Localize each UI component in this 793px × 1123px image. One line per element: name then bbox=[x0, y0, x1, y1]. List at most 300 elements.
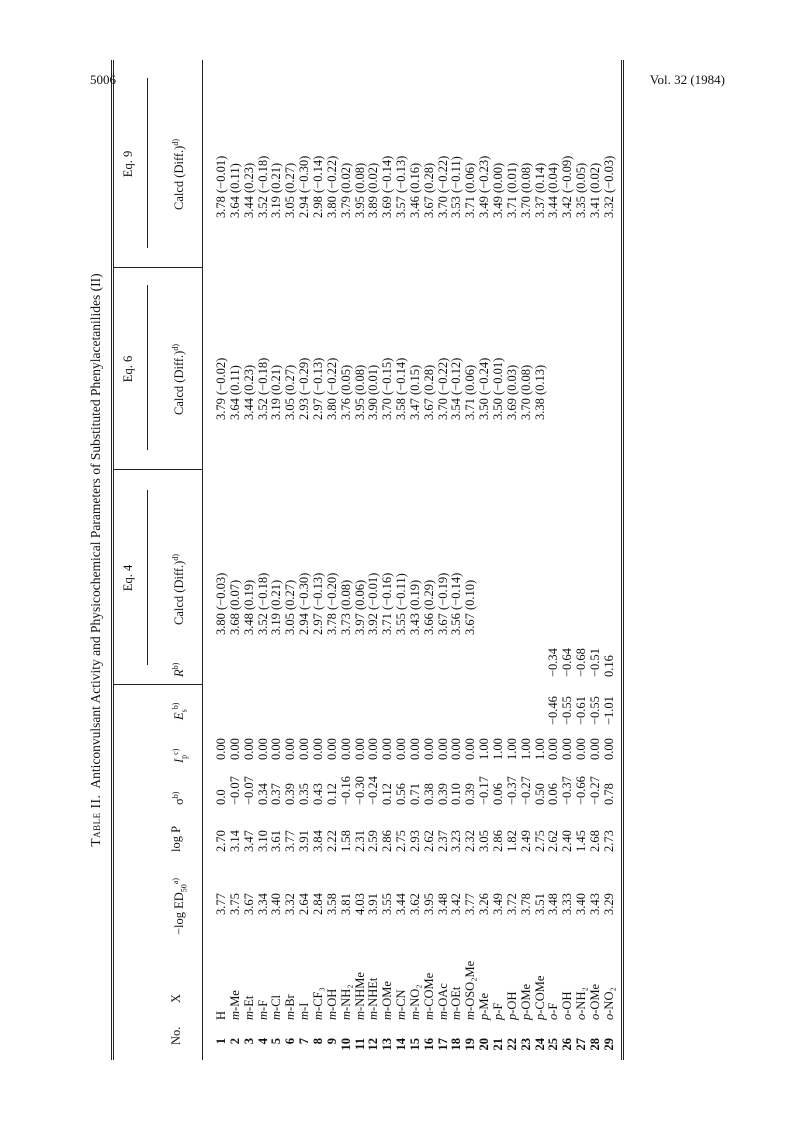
cell-no: 11 bbox=[352, 1038, 367, 1050]
cell-ip: 0.00 bbox=[394, 738, 409, 760]
cell-sigma: 0.38 bbox=[421, 783, 436, 805]
cell-no: 17 bbox=[435, 1038, 450, 1051]
cell-eq4: 3.73 (0.08) bbox=[338, 579, 353, 635]
cell-eq4: 2.94 (−0.30) bbox=[297, 572, 312, 635]
cell-logp: 2.49 bbox=[518, 830, 533, 852]
cell-sigma: 0.50 bbox=[532, 783, 547, 805]
journal-volume: Vol. 32 (1984) bbox=[649, 72, 725, 87]
cell-sigma: 0.10 bbox=[449, 783, 464, 805]
bottom-rule bbox=[621, 60, 624, 1060]
cell-ip: 0.00 bbox=[546, 738, 561, 760]
col-header-es-sup: b) bbox=[171, 702, 180, 710]
cell-es: −0.46 bbox=[546, 696, 561, 725]
cell-ip: 0.00 bbox=[324, 738, 339, 760]
cell-logp: 2.62 bbox=[546, 830, 561, 852]
cell-eq9: 3.71 (0.01) bbox=[504, 162, 519, 218]
cell-ip: 1.00 bbox=[504, 738, 519, 760]
cell-ed: 3.40 bbox=[574, 893, 589, 915]
cell-ip: 0.00 bbox=[380, 738, 395, 760]
cell-no: 25 bbox=[546, 1038, 561, 1051]
cell-ip: 0.00 bbox=[269, 738, 284, 760]
cell-ed: 3.72 bbox=[504, 893, 519, 915]
cell-x: m-OMe bbox=[380, 981, 395, 1020]
cell-sigma: 0.35 bbox=[297, 783, 312, 805]
cell-logp: 3.91 bbox=[297, 830, 312, 852]
col-header-es-text: E bbox=[172, 712, 187, 720]
cell-ip: 0.00 bbox=[366, 738, 381, 760]
cell-x: o-F bbox=[546, 1002, 561, 1020]
cell-ed: 3.32 bbox=[283, 893, 298, 915]
cell-eq9: 3.80 (−0.22) bbox=[324, 155, 339, 218]
cell-logp: 3.77 bbox=[283, 830, 298, 852]
cell-r: −0.64 bbox=[560, 648, 575, 677]
cell-eq6: 3.44 (0.23) bbox=[241, 364, 256, 420]
cell-no: 2 bbox=[227, 1038, 242, 1045]
cell-eq9: 3.46 (0.16) bbox=[407, 162, 422, 218]
cell-ed: 4.03 bbox=[352, 893, 367, 915]
cell-sigma: 0.34 bbox=[255, 783, 270, 805]
cell-eq6: 3.70 (0.08) bbox=[518, 364, 533, 420]
col-header-eq9-calcd bbox=[169, 139, 186, 210]
cell-logp: 2.22 bbox=[324, 830, 339, 852]
cell-ip: 1.00 bbox=[518, 738, 533, 760]
cell-eq9: 3.64 (0.11) bbox=[227, 163, 242, 218]
group-header-eq6: Eq. 6 bbox=[121, 355, 135, 383]
cell-x: o-NO₂ bbox=[601, 987, 616, 1020]
table-label: Table II. bbox=[88, 794, 103, 847]
cell-ed: 3.55 bbox=[380, 893, 395, 915]
cell-eq9: 3.35 (0.05) bbox=[574, 162, 589, 218]
cell-sigma: −0.37 bbox=[560, 776, 575, 805]
cell-eq6: 3.70 (−0.15) bbox=[380, 357, 395, 420]
cell-eq4: 3.80 (−0.03) bbox=[214, 572, 228, 635]
cell-eq6: 3.90 (0.01) bbox=[366, 364, 381, 420]
cell-ed: 3.44 bbox=[394, 893, 409, 915]
cell-ed: 3.62 bbox=[407, 893, 422, 915]
cell-logp: 2.37 bbox=[435, 830, 450, 852]
cell-eq9: 2.94 (−0.30) bbox=[297, 155, 312, 218]
header-separator bbox=[114, 684, 202, 685]
cell-no: 4 bbox=[255, 1038, 270, 1045]
header-separator bbox=[114, 469, 202, 470]
group-header-eq4: Eq. 4 bbox=[121, 564, 135, 592]
cell-eq6: 3.50 (−0.24) bbox=[477, 357, 492, 420]
cell-eq9: 3.52 (−0.18) bbox=[255, 155, 270, 218]
col-header-logED50 bbox=[169, 878, 192, 935]
cell-sigma: 0.0 bbox=[214, 789, 228, 805]
table-title: Anticonvulsant Activity and Physicochemical Parameters of Substituted Phenylacetanilides (II) bbox=[88, 273, 103, 789]
cell-eq4: 3.52 (−0.18) bbox=[255, 572, 270, 635]
cell-eq6: 3.64 (0.11) bbox=[227, 365, 242, 420]
cell-x: m-NHMe bbox=[352, 972, 367, 1020]
cell-ed: 3.75 bbox=[227, 893, 242, 915]
cell-eq4: 3.97 (0.06) bbox=[352, 579, 367, 635]
cell-x: m-CF₃ bbox=[310, 987, 325, 1020]
cell-logp: 3.10 bbox=[255, 830, 270, 852]
cell-x: p-COMe bbox=[532, 975, 547, 1020]
col-header-x: X bbox=[169, 993, 183, 1003]
cell-ip: 0.00 bbox=[463, 738, 478, 760]
cell-ed: 3.40 bbox=[269, 893, 284, 915]
cell-eq9: 3.41 (0.02) bbox=[587, 162, 602, 218]
cell-ip: 1.00 bbox=[532, 738, 547, 760]
col-header-ip bbox=[169, 749, 192, 763]
cell-logp: 2.59 bbox=[366, 830, 381, 852]
cell-no: 28 bbox=[587, 1038, 602, 1051]
cell-x: o-NH₂ bbox=[574, 987, 589, 1020]
cell-x: m-OEt bbox=[449, 986, 464, 1020]
cell-sigma: 0.39 bbox=[435, 783, 450, 805]
cell-sigma: 0.12 bbox=[324, 783, 339, 805]
cell-logp: 1.58 bbox=[338, 830, 353, 852]
cell-ed: 3.58 bbox=[324, 893, 339, 915]
cell-x: m-Cl bbox=[269, 994, 284, 1020]
cell-ip: 0.00 bbox=[227, 738, 242, 760]
cell-eq4: 2.97 (−0.13) bbox=[310, 572, 325, 635]
cell-ip: 1.00 bbox=[491, 738, 505, 760]
cell-es: −1.01 bbox=[601, 696, 616, 725]
cell-ip: 0.00 bbox=[255, 738, 270, 760]
cell-eq9: 3.44 (0.04) bbox=[546, 162, 561, 218]
cell-ed: 3.26 bbox=[477, 893, 492, 915]
cell-no: 29 bbox=[601, 1038, 616, 1051]
cell-ip: 0.00 bbox=[283, 738, 298, 760]
cell-logp: 2.32 bbox=[463, 830, 478, 852]
cell-ed: 3.29 bbox=[601, 893, 616, 915]
cell-eq6: 3.50 (−0.01) bbox=[491, 357, 505, 420]
cell-eq4: 3.19 (0.21) bbox=[269, 579, 284, 635]
cell-eq9: 3.79 (0.02) bbox=[338, 162, 353, 218]
cell-ed: 3.43 bbox=[587, 893, 602, 915]
cell-eq9: 3.70 (−0.22) bbox=[435, 155, 450, 218]
cell-x: m-NHEt bbox=[366, 977, 381, 1020]
cell-eq6: 2.97 (−0.13) bbox=[310, 357, 325, 420]
cell-sigma: −0.66 bbox=[574, 776, 589, 805]
cell-ip: 0.00 bbox=[297, 738, 312, 760]
cell-logp: 2.86 bbox=[491, 830, 505, 852]
cell-eq4: 3.48 (0.19) bbox=[241, 579, 256, 635]
cell-ed: 3.33 bbox=[560, 893, 575, 915]
cell-eq4: 3.56 (−0.14) bbox=[449, 572, 464, 635]
cell-no: 26 bbox=[560, 1038, 575, 1051]
cell-eq9: 3.71 (0.06) bbox=[463, 162, 478, 218]
cell-no: 16 bbox=[421, 1038, 436, 1051]
cell-no: 27 bbox=[574, 1038, 589, 1051]
cell-eq9: 3.37 (0.14) bbox=[532, 162, 547, 218]
col-header-eq4-calcd bbox=[169, 554, 186, 625]
cell-eq6: 3.70 (−0.22) bbox=[435, 357, 450, 420]
col-header-r-text: R bbox=[172, 669, 187, 677]
cell-x: p-Me bbox=[477, 992, 492, 1020]
cell-logp: 3.84 bbox=[310, 830, 325, 852]
cell-ip: 0.00 bbox=[214, 738, 228, 760]
cell-eq6: 3.52 (−0.18) bbox=[255, 357, 270, 420]
col-header-eq6-calcd-sup: d) bbox=[171, 343, 180, 351]
col-header-eq9-calcd-sup: d) bbox=[171, 138, 180, 146]
cell-ip: 0.00 bbox=[421, 738, 436, 760]
cell-x: p-OH bbox=[504, 991, 519, 1020]
cell-no: 7 bbox=[297, 1038, 312, 1045]
cell-x: m-OH bbox=[324, 988, 339, 1020]
col-header-es bbox=[169, 703, 192, 720]
cell-eq6: 3.19 (0.21) bbox=[269, 364, 284, 420]
cell-x: m-Me bbox=[227, 990, 242, 1020]
cell-logp: 3.14 bbox=[227, 830, 242, 852]
cell-x: m-OAc bbox=[435, 983, 450, 1020]
cell-no: 12 bbox=[366, 1038, 381, 1051]
cell-eq6: 3.71 (0.06) bbox=[463, 364, 478, 420]
cell-no: 3 bbox=[241, 1038, 256, 1045]
cell-logp: 2.31 bbox=[352, 830, 367, 852]
cell-ip: 0.00 bbox=[352, 738, 367, 760]
cell-sigma: −0.16 bbox=[338, 776, 353, 805]
cell-no: 20 bbox=[477, 1038, 492, 1051]
cell-ed: 3.49 bbox=[491, 893, 505, 915]
cell-no: 6 bbox=[283, 1038, 298, 1045]
cell-eq4: 3.67 (−0.19) bbox=[435, 572, 450, 635]
cell-no: 24 bbox=[532, 1038, 547, 1051]
cell-eq9: 3.70 (0.08) bbox=[518, 162, 533, 218]
cell-eq9: 3.49 (−0.23) bbox=[477, 155, 492, 218]
cell-eq9: 3.95 (0.08) bbox=[352, 162, 367, 218]
cell-logp: 1.82 bbox=[504, 830, 519, 852]
cell-eq6: 3.47 (0.15) bbox=[407, 364, 422, 420]
cell-sigma: 0.06 bbox=[491, 783, 505, 805]
cell-ip: 0.00 bbox=[407, 738, 422, 760]
col-header-sigma-sup: b) bbox=[171, 791, 180, 799]
cell-x: m-NO₂ bbox=[407, 984, 422, 1020]
cell-ed: 3.34 bbox=[255, 893, 270, 915]
cell-r: 0.16 bbox=[601, 655, 616, 677]
col-header-ip-sup: c) bbox=[171, 748, 180, 755]
header-separator bbox=[114, 267, 202, 268]
cell-sigma: −0.17 bbox=[477, 776, 492, 805]
cell-logp: 3.23 bbox=[449, 830, 464, 852]
cell-eq9: 3.69 (−0.14) bbox=[380, 155, 395, 218]
cell-logp: 3.47 bbox=[241, 830, 256, 852]
cell-ed: 2.64 bbox=[297, 893, 312, 915]
cell-es: −0.55 bbox=[587, 696, 602, 725]
cell-no: 9 bbox=[324, 1038, 339, 1045]
col-header-eq6-calcd-text: Calcd (Diff.) bbox=[172, 350, 187, 415]
cell-eq9: 3.05 (0.27) bbox=[283, 162, 298, 218]
col-header-r-sup: b) bbox=[171, 662, 180, 670]
col-header-ip-text: I bbox=[172, 758, 187, 763]
cell-ip: 0.00 bbox=[338, 738, 353, 760]
cell-ed: 3.95 bbox=[421, 893, 436, 915]
cell-ed: 3.48 bbox=[546, 893, 561, 915]
col-header-eq9-calcd-text: Calcd (Diff.) bbox=[172, 145, 187, 210]
cell-eq9: 3.57 (−0.13) bbox=[394, 155, 409, 218]
cell-sigma: −0.24 bbox=[366, 776, 381, 805]
cell-logp: 2.70 bbox=[214, 830, 228, 852]
col-header-no: No. bbox=[169, 1026, 183, 1045]
cell-eq6: 3.80 (−0.22) bbox=[324, 357, 339, 420]
cell-sigma: 0.37 bbox=[269, 783, 284, 805]
cell-eq6: 3.69 (0.03) bbox=[504, 364, 519, 420]
cell-eq6: 3.67 (0.28) bbox=[421, 364, 436, 420]
cell-eq9: 2.98 (−0.14) bbox=[310, 155, 325, 218]
cell-eq4: 3.68 (0.07) bbox=[227, 579, 242, 635]
col-header-sigma-text: σ bbox=[172, 798, 187, 805]
cell-x: m-Br bbox=[283, 994, 298, 1020]
cell-sigma: 0.56 bbox=[394, 783, 409, 805]
cell-sigma: −0.07 bbox=[241, 776, 256, 805]
cell-x: o-OH bbox=[560, 991, 575, 1020]
cell-sigma: 0.39 bbox=[463, 783, 478, 805]
cell-no: 8 bbox=[310, 1038, 325, 1045]
cell-ed: 2.84 bbox=[310, 893, 325, 915]
page-number: 5006 bbox=[90, 72, 116, 87]
cell-eq6: 3.05 (0.27) bbox=[283, 364, 298, 420]
cell-r: −0.68 bbox=[574, 648, 589, 677]
col-header-eq4-calcd-sup: d) bbox=[171, 553, 180, 561]
top-rule bbox=[111, 60, 114, 1060]
cell-logp: 2.75 bbox=[532, 830, 547, 852]
col-header-logP: log P bbox=[169, 825, 183, 852]
cell-no: 5 bbox=[269, 1038, 284, 1045]
cell-es: −0.61 bbox=[574, 696, 589, 725]
group-rule-eq6 bbox=[147, 285, 148, 450]
col-header-es-sub: s bbox=[179, 709, 189, 713]
cell-eq9: 3.49 (0.00) bbox=[491, 162, 505, 218]
cell-logp: 2.86 bbox=[380, 830, 395, 852]
cell-no: 15 bbox=[407, 1038, 422, 1051]
col-header-ip-sub: p bbox=[179, 754, 189, 759]
cell-ed: 3.81 bbox=[338, 893, 353, 915]
cell-x: H bbox=[214, 1010, 228, 1020]
cell-eq4: 3.55 (−0.11) bbox=[394, 573, 409, 635]
cell-eq9: 3.67 (0.28) bbox=[421, 162, 436, 218]
cell-ip: 0.00 bbox=[587, 738, 602, 760]
cell-x: m-COMe bbox=[421, 972, 436, 1020]
cell-no: 21 bbox=[491, 1038, 505, 1051]
cell-eq9: 3.44 (0.23) bbox=[241, 162, 256, 218]
col-header-logED50-sup: a) bbox=[171, 877, 180, 885]
col-header-logED50-sub: 50 bbox=[179, 884, 189, 893]
cell-x: p-F bbox=[491, 1002, 505, 1020]
col-header-r bbox=[169, 663, 186, 677]
cell-sigma: −0.27 bbox=[518, 776, 533, 805]
cell-x: p-OMe bbox=[518, 983, 533, 1020]
cell-ed: 3.67 bbox=[241, 893, 256, 915]
cell-sigma: −0.30 bbox=[352, 776, 367, 805]
cell-r: −0.51 bbox=[587, 648, 602, 677]
cell-eq9: 3.78 (−0.01) bbox=[214, 155, 228, 218]
table-caption bbox=[89, 60, 103, 1060]
cell-x: m-CN bbox=[394, 989, 409, 1020]
cell-ed: 3.91 bbox=[366, 893, 381, 915]
cell-x: m-NH₂ bbox=[338, 984, 353, 1020]
cell-r: −0.34 bbox=[546, 648, 561, 677]
cell-es: −0.55 bbox=[560, 696, 575, 725]
cell-no: 22 bbox=[504, 1038, 519, 1051]
cell-logp: 3.61 bbox=[269, 830, 284, 852]
cell-sigma: 0.12 bbox=[380, 783, 395, 805]
cell-no: 23 bbox=[518, 1038, 533, 1051]
cell-x: m-OSO₂Me bbox=[463, 960, 478, 1020]
header-rule bbox=[202, 60, 203, 1060]
cell-eq6: 3.58 (−0.14) bbox=[394, 357, 409, 420]
cell-no: 14 bbox=[394, 1038, 409, 1051]
cell-x: m-F bbox=[255, 999, 270, 1020]
cell-x: o-OMe bbox=[587, 983, 602, 1020]
cell-logp: 2.40 bbox=[560, 830, 575, 852]
cell-no: 13 bbox=[380, 1038, 395, 1051]
col-header-eq6-calcd bbox=[169, 344, 186, 415]
cell-eq4: 3.92 (−0.01) bbox=[366, 572, 381, 635]
cell-no: 18 bbox=[449, 1038, 464, 1051]
cell-ip: 1.00 bbox=[477, 738, 492, 760]
cell-eq4: 3.43 (0.19) bbox=[407, 579, 422, 635]
cell-ed: 3.42 bbox=[449, 893, 464, 915]
cell-x: m-Et bbox=[241, 995, 256, 1020]
cell-ed: 3.51 bbox=[532, 893, 547, 915]
cell-sigma: −0.37 bbox=[504, 776, 519, 805]
cell-logp: 2.75 bbox=[394, 830, 409, 852]
cell-ed: 3.77 bbox=[214, 893, 228, 915]
group-rule-eq4 bbox=[147, 490, 148, 665]
group-header-eq9: Eq. 9 bbox=[121, 150, 135, 178]
cell-logp: 2.62 bbox=[421, 830, 436, 852]
cell-ed: 3.77 bbox=[463, 893, 478, 915]
cell-eq4: 3.78 (−0.20) bbox=[324, 572, 339, 635]
col-header-logED50-text: −log ED bbox=[172, 892, 187, 935]
cell-sigma: −0.27 bbox=[587, 776, 602, 805]
rotated-table bbox=[87, 0, 793, 1060]
cell-no: 1 bbox=[214, 1038, 228, 1045]
cell-ip: 0.00 bbox=[310, 738, 325, 760]
col-header-eq4-calcd-text: Calcd (Diff.) bbox=[172, 560, 187, 625]
cell-eq9: 3.19 (0.21) bbox=[269, 162, 284, 218]
cell-ip: 0.00 bbox=[560, 738, 575, 760]
cell-logp: 2.73 bbox=[601, 830, 616, 852]
cell-x: m-I bbox=[297, 1002, 312, 1020]
cell-eq4: 3.71 (−0.16) bbox=[380, 572, 395, 635]
cell-sigma: 0.43 bbox=[310, 783, 325, 805]
cell-eq6: 3.54 (−0.12) bbox=[449, 357, 464, 420]
cell-eq9: 3.89 (0.02) bbox=[366, 162, 381, 218]
cell-eq9: 3.42 (−0.09) bbox=[560, 155, 575, 218]
cell-eq6: 3.38 (0.13) bbox=[532, 364, 547, 420]
cell-no: 19 bbox=[463, 1038, 478, 1051]
cell-eq6: 3.79 (−0.02) bbox=[214, 357, 228, 420]
cell-no: 10 bbox=[338, 1038, 353, 1051]
cell-eq6: 2.93 (−0.29) bbox=[297, 357, 312, 420]
cell-eq9: 3.53 (−0.11) bbox=[449, 156, 464, 218]
cell-ed: 3.48 bbox=[435, 893, 450, 915]
cell-ip: 0.00 bbox=[449, 738, 464, 760]
cell-ip: 0.00 bbox=[435, 738, 450, 760]
cell-ed: 3.78 bbox=[518, 893, 533, 915]
cell-eq4: 3.67 (0.10) bbox=[463, 579, 478, 635]
cell-sigma: 0.71 bbox=[407, 783, 422, 805]
cell-sigma: 0.78 bbox=[601, 783, 616, 805]
col-header-sigma bbox=[169, 792, 186, 805]
cell-ip: 0.00 bbox=[601, 738, 616, 760]
cell-logp: 2.68 bbox=[587, 830, 602, 852]
cell-sigma: 0.06 bbox=[546, 783, 561, 805]
cell-eq6: 3.76 (0.05) bbox=[338, 364, 353, 420]
cell-ip: 0.00 bbox=[574, 738, 589, 760]
cell-eq4: 3.66 (0.29) bbox=[421, 579, 436, 635]
cell-sigma: −0.07 bbox=[227, 776, 242, 805]
group-rule-eq9 bbox=[147, 78, 148, 248]
cell-logp: 1.45 bbox=[574, 830, 589, 852]
cell-sigma: 0.39 bbox=[283, 783, 298, 805]
cell-eq6: 3.95 (0.08) bbox=[352, 364, 367, 420]
cell-eq9: 3.32 (−0.03) bbox=[601, 155, 616, 218]
